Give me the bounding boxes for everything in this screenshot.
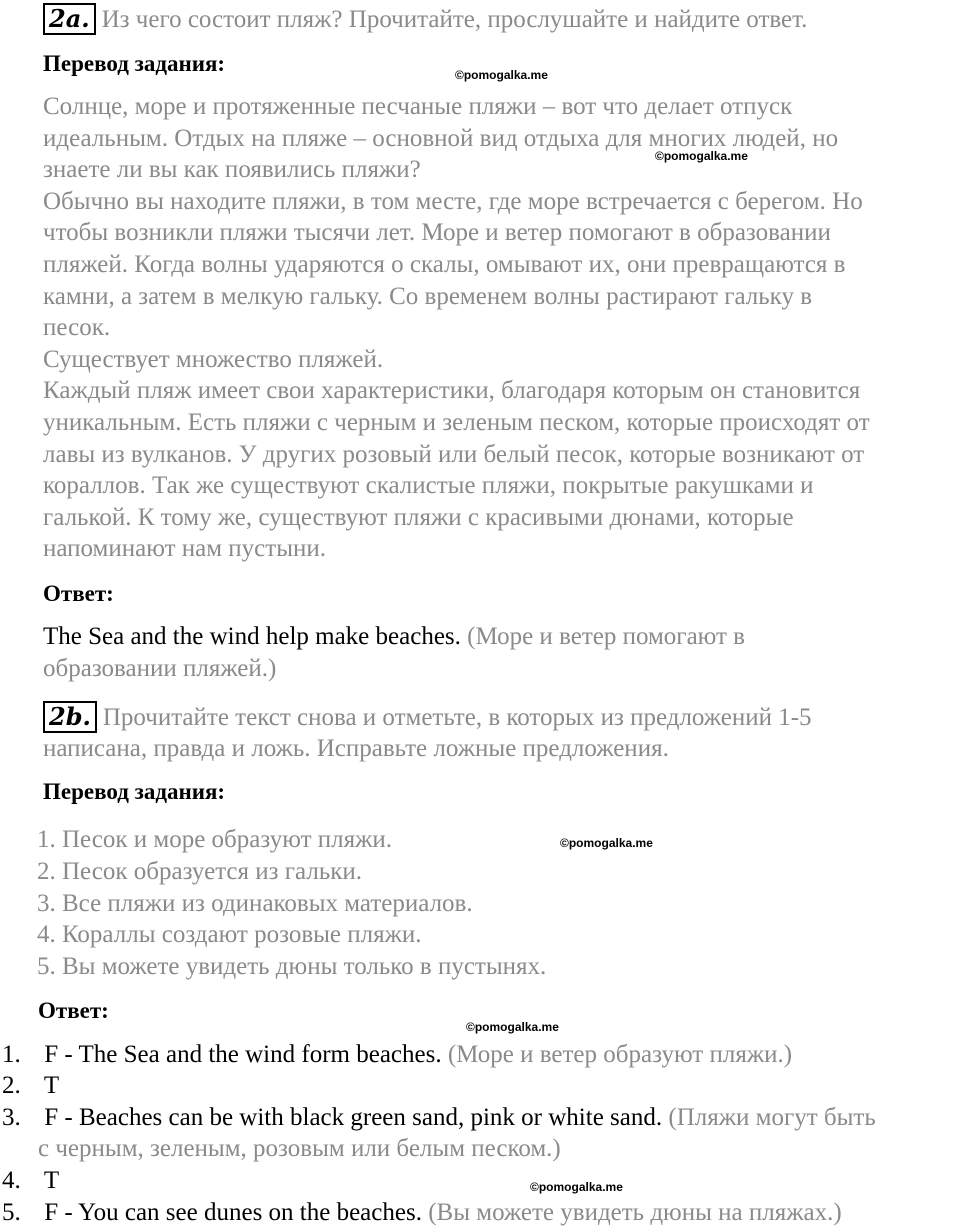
answer-english: T bbox=[43, 1167, 60, 1194]
watermark-1: ©pomogalka.me bbox=[455, 68, 548, 82]
text-line: чтобы возникли пляжи тысячи лет. Море и ветер помогают в образовании bbox=[43, 219, 831, 247]
text-line: галькой. К тому же, существуют пляжи с красивыми дюнами, которые bbox=[43, 503, 794, 531]
text-line: кораллов. Так же существуют скалистые пляжи, покрытые ракушками и bbox=[43, 472, 814, 500]
text-line: Солнце, море и протяженные песчаные пляжи – вот что делает отпуск bbox=[43, 93, 793, 120]
answer-num: 3. bbox=[2, 1104, 21, 1131]
task-2b-instruction-1: Прочитайте текст снова и отметьте, в которых из предложений 1-5 bbox=[102, 704, 812, 731]
answer-2a-line1 bbox=[43, 621, 745, 652]
text-line: напоминают нам пустыни. bbox=[43, 535, 326, 563]
text-line: песок. bbox=[43, 314, 111, 342]
task-2b-line1 bbox=[43, 701, 812, 733]
list-item: 2. Песок образуется из гальки. bbox=[37, 857, 362, 885]
watermark-2: ©pomogalka.me bbox=[655, 149, 748, 163]
answer-2a-english: The Sea and the wind help make beaches. bbox=[43, 623, 461, 650]
translation-heading-1: Перевод задания: bbox=[43, 51, 226, 76]
list-item: 5. Вы можете увидеть дюны только в пустынях. bbox=[37, 953, 547, 981]
text-line: Существует множество пляжей. bbox=[43, 345, 384, 373]
statements-list bbox=[37, 824, 546, 983]
answer-num: 1. bbox=[2, 1041, 21, 1068]
list-item bbox=[0, 1039, 792, 1070]
text-line: знаете ли вы как появились пляжи? bbox=[43, 156, 421, 184]
answer-english: F - The Sea and the wind form beaches. bbox=[44, 1041, 442, 1068]
answer-english: F - You can see dunes on the beaches. bbox=[44, 1199, 422, 1226]
list-item: 4. Кораллы создают розовые пляжи. bbox=[37, 921, 422, 949]
list-item bbox=[0, 1070, 59, 1101]
task-2a-line bbox=[43, 3, 807, 35]
watermark-5: ©pomogalka.me bbox=[530, 1180, 623, 1194]
answer-2a-russian: (Море и ветер помогают в bbox=[467, 623, 745, 650]
translation-heading-2: Перевод задания: bbox=[43, 779, 226, 804]
watermark-4: ©pomogalka.me bbox=[466, 1020, 559, 1034]
answer-num: 2. bbox=[2, 1072, 21, 1099]
text-line: камни, а затем в мелкую гальку. Со временем волны растирают гальку в bbox=[43, 282, 813, 310]
task-2b-badge: 2b. bbox=[43, 701, 97, 733]
text-line: лавы из вулканов. У других розовый или белый песок, которые возникают от bbox=[43, 440, 865, 468]
list-item: 1. Песок и море образуют пляжи. bbox=[37, 826, 393, 853]
answer-english: T bbox=[43, 1072, 60, 1099]
task-2b-line2: написана, правда и ложь. Исправьте ложные предложения. bbox=[43, 735, 669, 762]
answer-num: 4. bbox=[2, 1167, 21, 1194]
answer-russian: (Пляжи могут быть bbox=[668, 1104, 876, 1131]
task-2a-badge: 2a. bbox=[43, 3, 96, 35]
answer-russian: (Вы можете увидеть дюны на пляжах.) bbox=[428, 1199, 842, 1226]
list-item bbox=[0, 1102, 876, 1133]
list-item bbox=[0, 1165, 59, 1196]
answer-heading-1: Ответ: bbox=[43, 581, 114, 606]
list-item: 3. Все пляжи из одинаковых материалов. bbox=[37, 889, 473, 917]
watermark-3: ©pomogalka.me bbox=[560, 836, 653, 850]
answer-num: 5. bbox=[2, 1199, 21, 1226]
task-2a-instruction: Из чего состоит пляж? Прочитайте, прослушайте и найдите ответ. bbox=[101, 6, 808, 33]
answer-heading-2: Ответ: bbox=[38, 998, 109, 1023]
answer-russian: (Море и ветер образуют пляжи.) bbox=[447, 1041, 793, 1068]
answer-russian-cont: с черным, зеленым, розовым или белым песком.) bbox=[38, 1135, 561, 1162]
text-line: пляжей. Когда волны ударяются о скалы, омывают их, они превращаются в bbox=[43, 250, 846, 278]
answer-2a-line2: образовании пляжей.) bbox=[43, 655, 277, 682]
reading-text bbox=[43, 91, 870, 565]
list-item bbox=[0, 1197, 842, 1228]
text-line: уникальным. Есть пляжи с черным и зеленым песком, которые происходят от bbox=[43, 408, 870, 436]
text-line: Обычно вы находите пляжи, в том месте, где море встречается с берегом. Но bbox=[43, 187, 863, 215]
answers-list bbox=[0, 1039, 960, 1229]
text-line: Каждый пляж имеет свои характеристики, благодаря которым он становится bbox=[43, 377, 861, 405]
text-line: идеальным. Отдых на пляже – основной вид отдыха для многих людей, но bbox=[43, 124, 839, 152]
answer-english: F - Beaches can be with black green sand, pink or white sand. bbox=[44, 1104, 663, 1131]
